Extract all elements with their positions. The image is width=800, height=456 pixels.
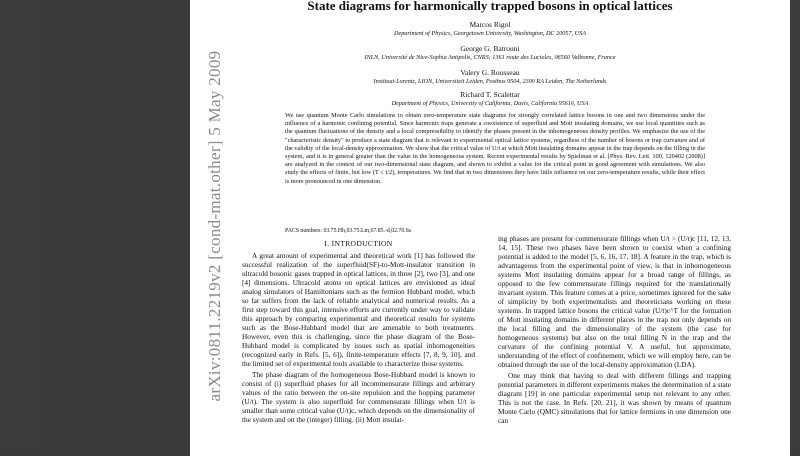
affiliation-2: INLN, Université de Nice-Sophia Antipolis, CNRS; 1361 route des Lucioles, 06560 Valbonne, France <box>364 54 616 61</box>
right-paragraph-2: One may think that having to deal with different fillings and trapping potential parameters in different experiments makes the determination of a state diagram [19] in one particular experimental setup not relevant to any other. This is not the case. In Refs. [20, 21], it was shown by means of quantum Monte Carlo (QMC) simulations that for lattice fermions in one dimension one can <box>498 371 731 425</box>
author-3: Valery G. Rousseau <box>460 68 520 77</box>
author-4: Richard T. Scalettar <box>460 90 520 99</box>
section-heading: I. INTRODUCTION <box>324 239 393 248</box>
right-paragraph-1: ing phases are present for commensurate fillings when U/t > (U/t)c [11, 12, 13, 14, 15]. These two phases have been shown to coexist when a confining potential is added to the model [5, 6, 16, 17, 18]. A feature in the trap, which is advantageous from the experimental point of view, is that in inhomogeneous systems Mott insulating domains appear for a broad range of fillings, as opposed to the few commensurate fillings required for the translationally invariant system. This feature comes at a price, sometimes ignored for the sake of simplicity by both experimentalists and theoreticians working on these systems. In trapped lattice bosons the critical value (U/t)c^T for the formation of Mott insulating domains in different places in the trap not only depends on the local filling and the dimensionality of the system (the case for homogeneous systems) but also on the total filling N in the trap and the curvature of the confining potential V. A useful, but approximate, understanding of the effect of confinement, which we will employ here, can be obtained through the use of the local-density approximation (LDA). <box>498 234 731 369</box>
affiliation-3: Instituut-Lorentz, LION, Universiteit Leiden, Postbus 9504, 2300 RA Leiden, The Netherlands <box>373 78 607 85</box>
left-paragraph-1: A great amount of experimental and theoretical work [1] has followed the successful realization of the superfluid(SF)-to-Mott-insulator transition in ultracold bosonic gases trapped in optical lattices, in three [2], two [3], and one [4] dimensions. Ultracold atoms on optical lattices are envisioned as ideal analog simulators of Hamiltonians such as the fermion Hubbard model, which so far suffers from the lack of reliable analytical and numerical results. As a first step toward this goal, intensive efforts are currently under way to validate this approach by comparing experimental and theoretical results for systems such as the Bose-Hubbard model that are amenable to both treatments. However, even this is challenging, since the phase diagram of the Bose-Hubbard model is complicated by issues such as spatial inhomogeneities (recognized early in Refs. [5, 6]), finite-temperature effects [7, 8, 9, 10], and the limited set of experimental tools available to characterize those systems. <box>242 251 475 368</box>
abstract: We use quantum Monte Carlo simulations to obtain zero-temperature state diagrams for strongly correlated lattice bosons in one and two dimensions under the influence of a harmonic confining potential. Since harmonic traps generate a coexistence of superfluid and Mott insulating domains, we use local quantities such as the quantum fluctuations of the density and a local compressibility to identify the phases present in the inhomogeneous density profiles. We emphasize the use of the "characteristic density" to produce a state diagram that is relevant to experimental optical lattice systems, regardless of the number of bosons or trap curvature and of the validity of the local-density approximation. We show that the critical value of U/t at which Mott insulating domains appear in the trap depends on the filling in the system, and it is in general greater than the value in the homogeneous system. Recent experimental results by Spielman et al. [Phys. Rev. Lett. 100, 120402 (2008)] are analyzed in the context of our two-dimensional state diagram, and shown to exhibit a value for the critical point in good agreement with simulations. We also study the effects of finite, but low (T ≤ t/2), temperatures. We find that in two dimensions they have little influence on our zero-temperature results, while their effect is more pronounced in one dimension. <box>285 112 705 185</box>
arxiv-identifier <box>203 50 227 402</box>
pacs-numbers: PACS numbers: 03.75.Hh,03.75.Lm,67.85.-d,02.70.Ss <box>285 228 412 234</box>
affiliation-1: Department of Physics, Georgetown University, Washington, DC 20057, USA <box>393 30 587 37</box>
paper-page <box>190 0 790 456</box>
arxiv-identifier-text: arXiv:0811.2219v2 [cond-mat.other] 5 May 2009 <box>205 50 224 402</box>
paper-title: State diagrams for harmonically trapped bosons in optical lattices <box>307 0 673 13</box>
right-column <box>498 234 731 427</box>
affiliation-4: Department of Physics, University of California, Davis, California 95616, USA <box>391 100 589 107</box>
author-1: Marcos Rigol <box>469 20 511 29</box>
author-2: George G. Batrouni <box>460 44 520 53</box>
left-paragraph-2: The phase diagram of the homogeneous Bose-Hubbard model is known to consist of (i) superfluid phases for all incommensurate fillings and arbitrary values of the ratio between the on-site repulsion and the hopping parameter (U/t). The system is also superfluid for commensurate fillings when U/t is smaller than some critical value (U/t)c, which depends on the dimensionality of the system and on the (integer) filling. (ii) Mott insulat- <box>242 370 475 424</box>
left-column <box>242 239 475 426</box>
viewer-background-left <box>0 0 40 450</box>
